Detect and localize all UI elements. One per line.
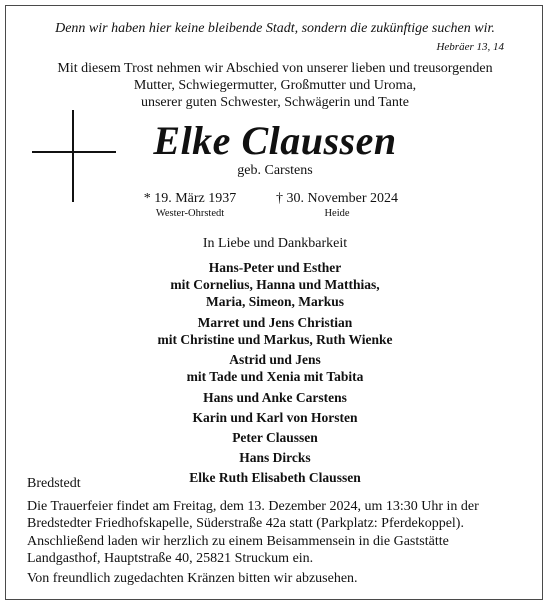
closing-phrase: In Liebe und Dankbarkeit: [202, 236, 348, 251]
birth-place: Wester-Ohrstedt: [155, 208, 225, 219]
intro-line-3: unserer guten Schwester, Schwägerin und Tante: [140, 95, 409, 110]
mourner-line: Hans-Peter und Esther: [208, 260, 342, 275]
mourner-line: Hans Dircks: [239, 450, 311, 465]
mourner-line: mit Cornelius, Hanna und Matthias,: [170, 277, 380, 292]
mourner-line: mit Tade und Xenia mit Tabita: [186, 369, 364, 384]
bible-reference: Hebräer 13, 14: [436, 41, 504, 53]
location: Bredstedt: [27, 476, 81, 491]
funeral-info-line: Anschließend laden wir herzlich zu einem Beisammensein in die Gaststätte: [27, 534, 449, 549]
mourner-line: Astrid und Jens: [229, 352, 321, 367]
bible-quote: Denn wir haben hier keine bleibende Stadt, sondern die zukünftige suchen wir.: [55, 21, 495, 36]
mourner-line: Marret und Jens Christian: [197, 315, 353, 330]
death-place: Heide: [324, 208, 350, 219]
mourner-line: Elke Ruth Elisabeth Claussen: [189, 470, 361, 485]
funeral-info-line: Von freundlich zugedachten Kränzen bitten wir abzusehen.: [27, 571, 358, 586]
intro-line-2: Mutter, Schwiegermutter, Großmutter und Uroma,: [133, 78, 417, 93]
mourner-line: Hans und Anke Carstens: [203, 390, 347, 405]
death-date: † 30. November 2024: [275, 191, 399, 206]
mourner-line: Maria, Simeon, Markus: [206, 294, 344, 309]
funeral-info-line: Landgasthof, Hauptstraße 40, 25821 Struckum ein.: [27, 551, 314, 566]
mourner-line: mit Christine und Markus, Ruth Wienke: [157, 332, 393, 347]
mourner-line: Peter Claussen: [232, 430, 318, 445]
deceased-name: Elke Claussen: [153, 118, 397, 163]
funeral-info-line: Die Trauerfeier findet am Freitag, dem 13. Dezember 2024, um 13:30 Uhr in der: [27, 499, 479, 514]
mourner-line: Karin und Karl von Horsten: [192, 410, 358, 425]
funeral-info-line: Bredstedter Friedhofskapelle, Süderstraße 42a statt (Parkplatz: Pferdekoppel).: [27, 516, 464, 531]
birth-name: geb. Carstens: [237, 163, 313, 178]
intro-line-1: Mit diesem Trost nehmen wir Abschied von unserer lieben und treusorgenden: [57, 61, 493, 76]
birth-date: * 19. März 1937: [143, 191, 237, 206]
